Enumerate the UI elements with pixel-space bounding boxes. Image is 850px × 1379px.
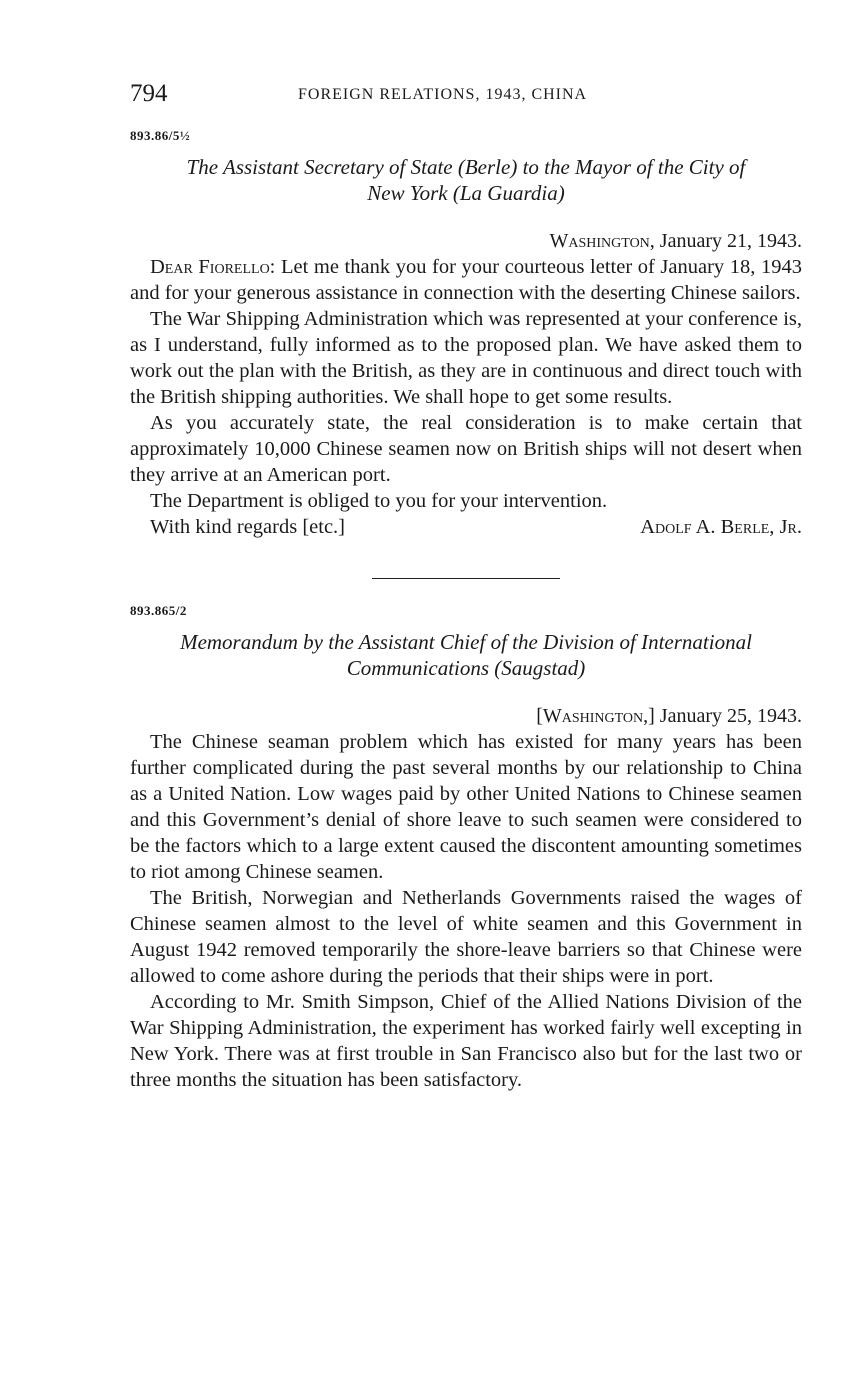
- paragraph-text: Let me thank you for your courteous letter of January 18, 1943 and for your generous assistance in connection with the deserting Chinese sailors.: [130, 256, 803, 304]
- salutation: Dear Fiorello:: [150, 256, 276, 278]
- paragraph: As you accurately state, the real consideration is to make certain that approximately 10,000 Chinese seamen now on British ships will not desert when they arrive at an American port.: [130, 412, 802, 486]
- running-head: FOREIGN RELATIONS, 1943, CHINA: [298, 86, 588, 103]
- paragraph: [130, 254, 802, 306]
- page-number: 794: [130, 80, 168, 107]
- dateline-place: Washington,: [549, 230, 655, 252]
- dateline-place: [Washington,]: [536, 705, 655, 727]
- document-title: [130, 629, 802, 681]
- title-line-2: Communications (Saugstad): [346, 656, 586, 680]
- paragraph: The Department is obliged to you for your intervention.: [150, 490, 608, 512]
- dateline-date: January 21, 1943.: [654, 230, 802, 252]
- paragraph: The War Shipping Administration which was represented at your conference is, as I understand, fully informed as to the proposed plan. We have asked them to work out the plan with the British, as they are in continuous and direct touch with the British shipping authorities. We shall hope to get some results.: [130, 308, 802, 408]
- dateline-date: January 25, 1943.: [654, 705, 802, 727]
- section-divider: [372, 578, 560, 579]
- paragraph: The Chinese seaman problem which has existed for many years has been further complicated during the past several months by our relationship to China as a United Nation. Low wages paid by other United Nations to Chinese seamen and this Government’s denial of shore leave to such seamen were considered to be the factors which to a large extent caused the discontent amounting sometimes to riot among Chinese seamen.: [130, 731, 802, 883]
- title-line-1: The Assistant Secretary of State (Berle) to the Mayor of the City of: [186, 155, 746, 179]
- complimentary-close: With kind regards [etc.]: [150, 516, 345, 538]
- memorandum-body: [130, 729, 802, 1093]
- document-berle-letter: [130, 128, 802, 540]
- title-line-1: Memorandum by the Assistant Chief of the Division of International: [180, 630, 752, 654]
- letter-body: [130, 254, 802, 514]
- closing-line: [130, 514, 802, 540]
- page: [130, 80, 802, 1093]
- file-number: 893.865/2: [130, 603, 187, 618]
- paragraph: According to Mr. Smith Simpson, Chief of the Allied Nations Division of the War Shipping Administration, the experiment has worked fairly well excepting in New York. There was at first trouble in San Francisco also but for the last two or three months the situation has been satisfactory.: [130, 991, 802, 1091]
- title-line-2: New York (La Guardia): [367, 181, 565, 205]
- page-header: [130, 80, 802, 114]
- paragraph: The British, Norwegian and Netherlands Governments raised the wages of Chinese seamen almost to the level of white seamen and this Government in August 1942 removed temporarily the shore-leave barriers so that Chinese were allowed to come ashore during the periods that their ships were in port.: [130, 887, 802, 987]
- document-saugstad-memorandum: [130, 603, 802, 1093]
- document-title: [130, 154, 802, 206]
- dateline: [130, 228, 802, 254]
- signature: Adolf A. Berle, Jr.: [640, 516, 802, 538]
- dateline: [130, 703, 802, 729]
- file-number: 893.86/5½: [130, 128, 191, 143]
